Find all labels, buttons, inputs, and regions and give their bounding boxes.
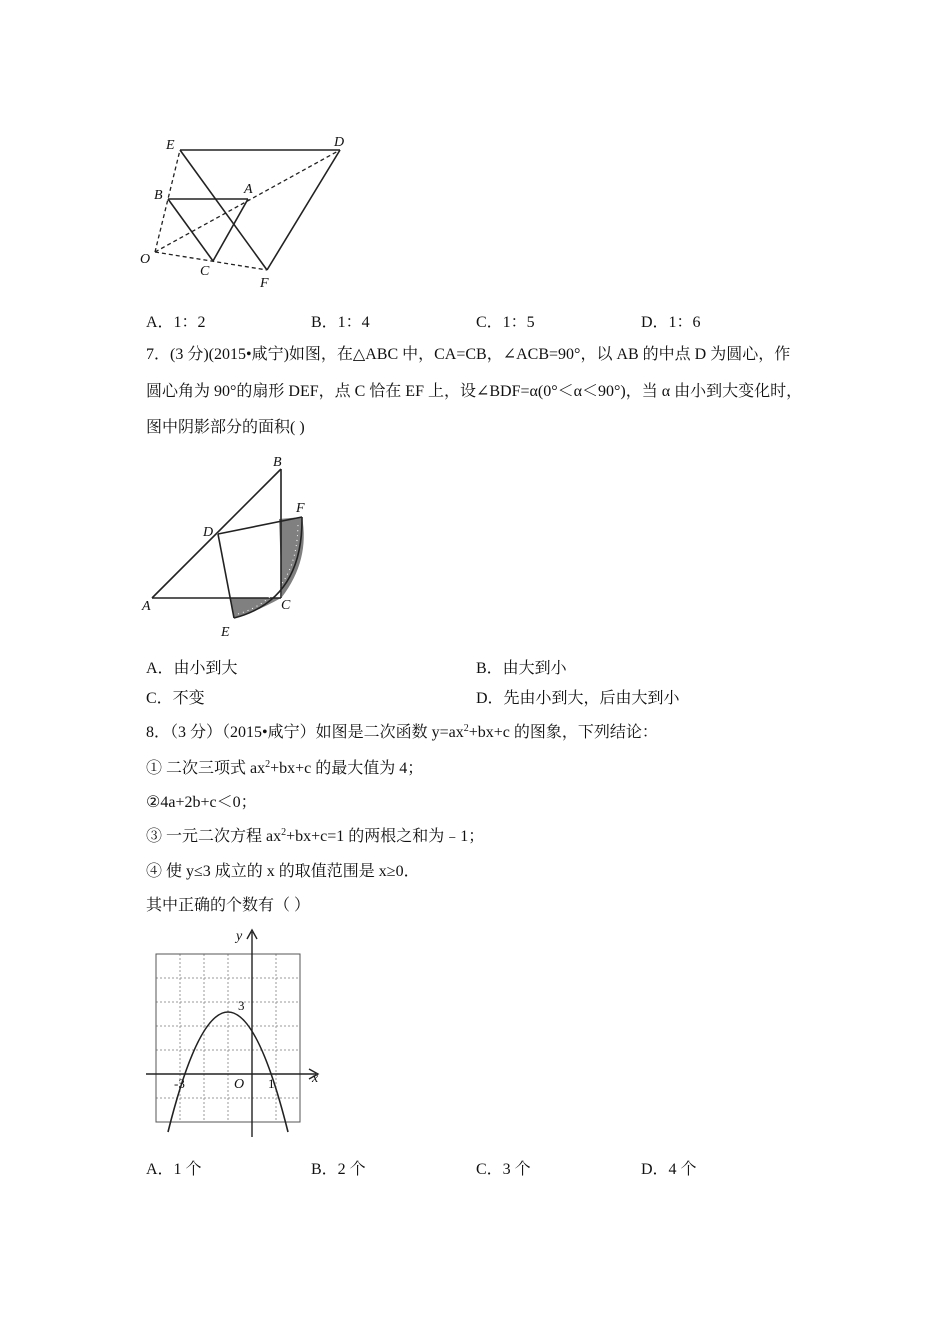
- label-A: A: [142, 599, 151, 614]
- label-B: B: [154, 188, 163, 203]
- q8-option-a[interactable]: A．1 个: [146, 1161, 202, 1178]
- dash-OF: [155, 252, 267, 270]
- q7-stem-line2: 圆心角为 90°的扇形 DEF，点 C 恰在 EF 上，设∠BDF=α(0°＜α＜90°)，当 α 由小到大变化时，: [146, 383, 803, 400]
- label-C: C: [281, 598, 291, 613]
- q8-statement-1: ① 二次三项式 $ax^2+bx+c$ 的最大值为 4；: [146, 759, 424, 777]
- q6-option-a[interactable]: A．1：2: [146, 314, 206, 331]
- q8-graph: [140, 922, 340, 1142]
- radius-DE: [218, 534, 234, 618]
- q7-option-c[interactable]: C．不变: [146, 690, 205, 707]
- label-C: C: [200, 264, 210, 279]
- q8-statement-4: ④ 使 y≤3 成立的 x 的取值范围是 x≥0．: [146, 863, 420, 880]
- label-E: E: [166, 138, 175, 153]
- y-axis-label: y: [236, 929, 243, 944]
- dash-OD: [155, 150, 340, 252]
- label-F: F: [260, 276, 269, 291]
- q6-option-d[interactable]: D．1：6: [641, 314, 701, 331]
- tick-label-3: 3: [238, 998, 245, 1013]
- label-F: F: [296, 501, 305, 516]
- q8-stem: 8．（3 分）（2015•咸宁）如图是二次函数 $y=ax^2+bx+c$ 的图象，下列结论：: [146, 723, 658, 741]
- shade-lower: [230, 598, 281, 618]
- label-D: D: [334, 135, 345, 150]
- origin-label: O: [234, 1077, 245, 1092]
- q8-option-b[interactable]: B．2 个: [311, 1161, 366, 1178]
- q7-stem-line1: 7．(3 分)(2015•咸宁)如图，在△ABC 中，CA=CB，∠ACB=90°，以 AB 的中点 D 为圆心，作: [146, 346, 791, 363]
- q7-option-d[interactable]: D．先由小到大，后由大到小: [476, 690, 680, 707]
- label-B: B: [273, 455, 282, 470]
- tick-label-1: 1: [268, 1076, 275, 1091]
- q8-option-c[interactable]: C．3 个: [476, 1161, 531, 1178]
- label-A: A: [244, 182, 253, 197]
- q7-option-a[interactable]: A．由小到大: [146, 660, 238, 677]
- q7-option-b[interactable]: B．由大到小: [476, 660, 567, 677]
- q6-option-c[interactable]: C．1：5: [476, 314, 535, 331]
- label-E: E: [221, 625, 230, 640]
- edge-DF: [267, 150, 340, 270]
- q6-figure: [130, 125, 370, 295]
- q6-option-b[interactable]: B．1：4: [311, 314, 370, 331]
- q7-figure: [138, 450, 338, 645]
- q8-prompt: 其中正确的个数有（ ）: [146, 897, 311, 914]
- label-O: O: [140, 252, 151, 267]
- tick-label-neg3: -3: [174, 1076, 185, 1091]
- q8-statement-2: ②4a+2b+c＜0；: [146, 794, 257, 811]
- q7-stem-line3: 图中阴影部分的面积( ): [146, 419, 305, 436]
- label-D: D: [203, 525, 214, 540]
- edge-EF: [180, 150, 267, 270]
- shade-right: [279, 517, 304, 597]
- x-axis-label: x: [312, 1071, 319, 1086]
- edge-AC: [213, 199, 248, 261]
- edge-BC: [168, 199, 213, 261]
- q8-statement-3: ③ 一元二次方程 $ax^2+bx+c=1$ 的两根之和为﹣1；: [146, 827, 485, 845]
- edge-AB: [152, 469, 281, 598]
- q8-option-d[interactable]: D．4 个: [641, 1161, 697, 1178]
